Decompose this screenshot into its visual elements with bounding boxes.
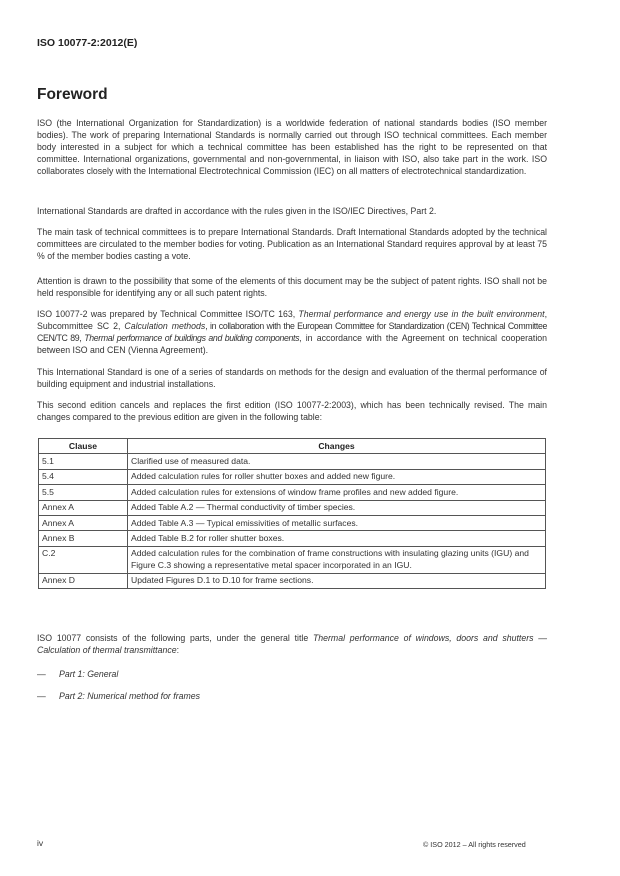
clause-cell: Annex A [39, 500, 128, 515]
changes-cell: Clarified use of measured data. [128, 454, 546, 469]
text: , in accordance with the Agreement on technical cooperation between ISO and CEN (Vienna Agreement). [37, 333, 548, 356]
text: : [176, 645, 180, 656]
changes-cell: Added Table B.2 for roller shutter boxes. [128, 531, 546, 546]
clause-cell: Annex D [39, 573, 128, 588]
dash-bullet: — [37, 691, 46, 701]
changes-cell: Added calculation rules for roller shutter boxes and added new figure. [128, 469, 546, 484]
text: , in collaboration with the European Committee for Standardization (CEN) Technical Committee CEN/TC 89, [37, 321, 547, 344]
paragraph-main-task: The main task of technical committees is to prepare International Standards. Draft International Standards adopted by the technical committees are circulated to the member bodies for voting. Publication as an International Standard requires approval by at least 75 % of the member bodies casting a vote. [37, 227, 547, 262]
table-header-row [39, 439, 546, 454]
changes-cell: Added calculation rules for extensions of window frame profiles and new added figure. [128, 485, 546, 500]
table-row [39, 454, 546, 469]
clause-cell: C.2 [39, 546, 128, 573]
part-title: Part 2: Numerical method for frames [59, 691, 201, 701]
table-row [39, 469, 546, 484]
parts-list-item [37, 691, 200, 701]
table-row [39, 516, 546, 531]
subcommittee-title: Calculation methods [124, 321, 206, 332]
section-title: Foreword [37, 86, 108, 103]
paragraph-parts [37, 632, 547, 656]
paragraph-prepared-by [37, 308, 547, 356]
column-header-changes: Changes [128, 439, 546, 454]
parts-list-item [37, 669, 118, 679]
changes-cell: Added Table A.3 — Typical emissivities of metallic surfaces. [128, 516, 546, 531]
paragraph-directives: International Standards are drafted in accordance with the rules given in the ISO/IEC Directives, Part 2. [37, 206, 437, 216]
changes-table [38, 438, 546, 589]
page-number: iv [37, 838, 44, 848]
paragraph-iso-intro: ISO (the International Organization for Standardization) is a worldwide federation of national standards bodies (ISO member bodies). The work of preparing International Standards is normally carried out through ISO technical committees. Each member body interested in a subject for which a technical committee has been established has the right to be represented on that committee. International organizations, governmental and non-governmental, in liaison with ISO, also take part in the work. ISO collaborates closely with the International Electrotechnical Commission (IEC) on all matters of electrotechnical standardization. [37, 118, 547, 177]
clause-cell: Annex B [39, 531, 128, 546]
paragraph-patent: Attention is drawn to the possibility that some of the elements of this document may be the subject of patent rights. ISO shall not be held responsible for identifying any or all such patent rights. [37, 276, 547, 299]
committee-title: Thermal performance and energy use in the built environment [298, 309, 545, 319]
clause-cell: 5.1 [39, 454, 128, 469]
clause-cell: 5.5 [39, 485, 128, 500]
text: ISO 10077 consists of the following parts, under the general title [37, 633, 313, 643]
table-row [39, 485, 546, 500]
table-row [39, 546, 546, 573]
cen-committee-title: Thermal performance of buildings and building components [84, 333, 300, 344]
dash-bullet: — [37, 669, 46, 679]
changes-cell: Updated Figures D.1 to D.10 for frame sections. [128, 573, 546, 588]
document-id: ISO 10077-2:2012(E) [37, 37, 138, 49]
table-row [39, 573, 546, 588]
table-row [39, 500, 546, 515]
text: ISO 10077-2 was prepared by Technical Committee ISO/TC 163, [37, 309, 299, 319]
copyright-notice: © ISO 2012 – All rights reserved [423, 840, 526, 849]
part-title: Part 1: General [59, 669, 119, 679]
paragraph-second-edition: This second edition cancels and replaces the first edition (ISO 10077-2:2003), which has been technically revised. The main changes compared to the previous edition are given in the following table: [37, 400, 547, 423]
general-title: Thermal performance of windows, doors and shutters — Calculation of thermal transmittance [37, 633, 547, 656]
changes-cell: Added Table A.2 — Thermal conductivity of timber species. [128, 500, 546, 515]
clause-cell: Annex A [39, 516, 128, 531]
clause-cell: 5.4 [39, 469, 128, 484]
paragraph-series: This International Standard is one of a series of standards on methods for the design and evaluation of the thermal performance of building equipment and industrial installations. [37, 367, 547, 390]
column-header-clause: Clause [39, 439, 128, 454]
changes-cell: Added calculation rules for the combination of frame constructions with insulating glazing units (IGU) and Figure C.3 showing a representative metal spacer incorporated in an IGU. [128, 546, 546, 573]
table-row [39, 531, 546, 546]
text: , Subcommittee SC 2, [37, 309, 548, 332]
